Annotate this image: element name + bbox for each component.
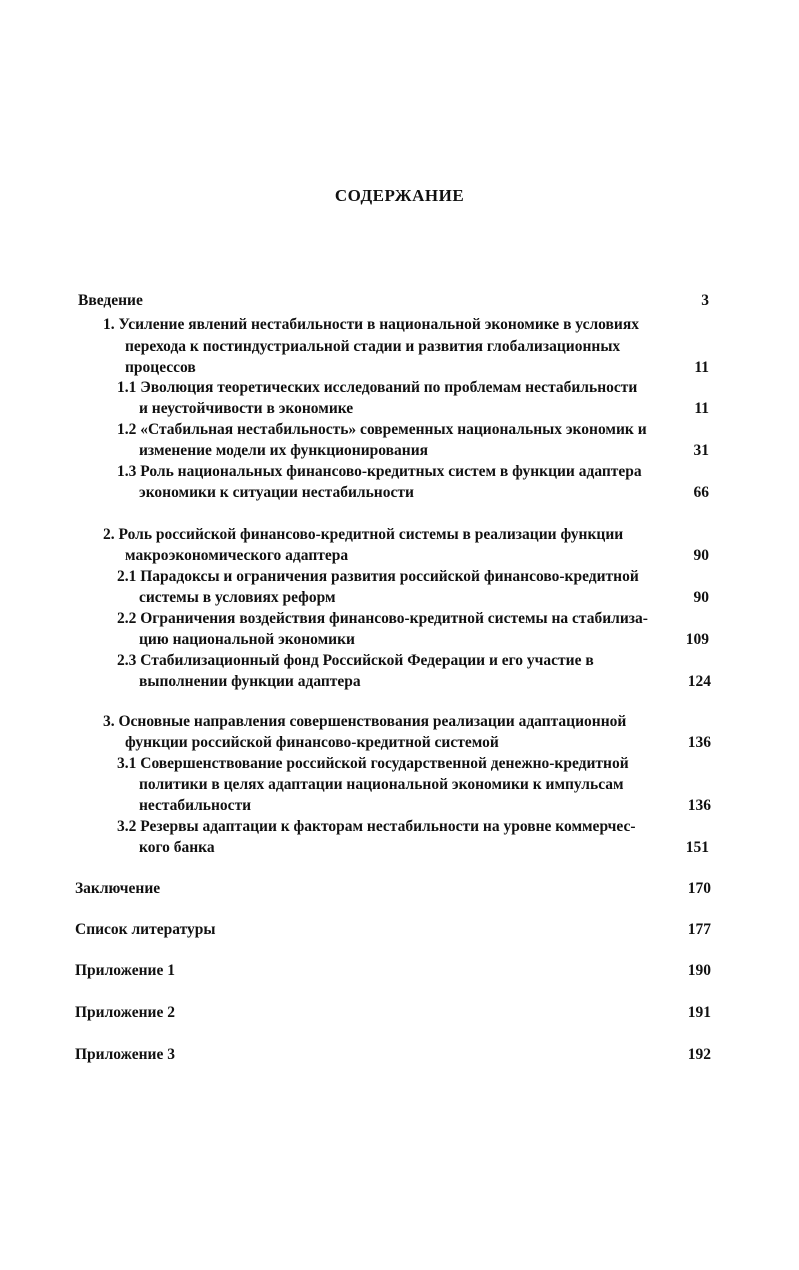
toc-page-number: 136 (687, 797, 711, 814)
toc-chapter-2-line-2[interactable] (125, 546, 709, 566)
toc-section-2-3-line-1[interactable]: 2.3 Стабилизационный фонд Российской Федерации и его участие в (117, 652, 594, 669)
toc-page-number: 170 (687, 880, 711, 897)
toc-chapter-2-line-1[interactable]: 2. Роль российской финансово-кредитной системы в реализации функции (103, 526, 624, 543)
toc-section-2-3-line-2[interactable] (139, 672, 711, 692)
toc-page-number: 66 (693, 484, 709, 501)
toc-entry-title: системы в условиях реформ (139, 589, 336, 606)
toc-page-number: 3 (701, 292, 709, 309)
toc-chapter-3-line-2[interactable] (125, 733, 711, 753)
toc-section-2-2-line-2[interactable] (139, 630, 709, 650)
toc-page-number: 151 (685, 839, 709, 856)
toc-chapter-1-line-1[interactable]: 1. Усиление явлений нестабильности в национальной экономике в условиях (103, 316, 639, 333)
toc-entry-title: процессов (125, 359, 196, 376)
toc-entry-appendix-2[interactable] (75, 1003, 711, 1023)
toc-entry-title: нестабильности (139, 797, 252, 814)
toc-section-1-2-line-2[interactable] (139, 441, 709, 461)
toc-chapter-1-line-3[interactable] (125, 358, 709, 378)
toc-section-3-1-line-3[interactable] (139, 796, 711, 816)
toc-entry-title: Заключение (75, 880, 161, 897)
toc-section-3-1-line-1[interactable]: 3.1 Совершенствование российской государственной денежно-кредитной (117, 755, 629, 772)
toc-entry-title: кого банка (139, 839, 215, 856)
toc-page-number: 124 (687, 673, 711, 690)
toc-section-1-1-line-1[interactable]: 1.1 Эволюция теоретических исследований по проблемам нестабильности (117, 379, 638, 396)
toc-entry-title: изменение модели их функционирования (139, 442, 429, 459)
page-title: СОДЕРЖАНИЕ (334, 186, 465, 205)
toc-page-number: 90 (693, 547, 709, 564)
toc-page-number: 136 (687, 734, 711, 751)
toc-section-2-1-line-2[interactable] (139, 588, 709, 608)
toc-section-1-3-line-1[interactable]: 1.3 Роль национальных финансово-кредитных систем в функции адаптера (117, 463, 642, 480)
toc-section-2-2-line-1[interactable]: 2.2 Ограничения воздействия финансово-кредитной системы на стабилиза- (117, 610, 648, 627)
toc-chapter-3-line-1[interactable]: 3. Основные направления совершенствования реализации адаптационной (103, 713, 627, 730)
toc-page-number: 31 (693, 442, 709, 459)
toc-page-number: 192 (687, 1046, 711, 1063)
toc-page-number: 109 (685, 631, 709, 648)
toc-entry-title: Приложение 1 (75, 962, 175, 979)
toc-page-number: 191 (687, 1004, 711, 1021)
toc-entry-appendix-1[interactable] (75, 961, 711, 981)
toc-entry-title: макроэкономического адаптера (125, 547, 349, 564)
toc-page-number: 11 (694, 400, 709, 417)
toc-section-3-2-line-1[interactable]: 3.2 Резервы адаптации к факторам нестабильности на уровне коммерчес- (117, 818, 636, 835)
toc-entry-title: Приложение 3 (75, 1046, 175, 1063)
toc-entry-title: Приложение 2 (75, 1004, 175, 1021)
toc-page-number: 190 (687, 962, 711, 979)
toc-entry-title: Список литературы (75, 921, 216, 938)
toc-entry-appendix-3[interactable] (75, 1045, 711, 1065)
toc-page-number: 177 (687, 921, 711, 938)
toc-section-3-2-line-2[interactable] (139, 838, 709, 858)
toc-entry-intro[interactable] (78, 291, 709, 311)
toc-section-1-1-line-2[interactable] (139, 399, 709, 419)
toc-chapter-1-line-2[interactable]: перехода к постиндустриальной стадии и развития глобализационных (125, 338, 621, 355)
toc-page-number: 11 (694, 359, 709, 376)
toc-entry-title: экономики к ситуации нестабильности (139, 484, 414, 501)
toc-section-2-1-line-1[interactable]: 2.1 Парадоксы и ограничения развития российской финансово-кредитной (117, 568, 639, 585)
toc-section-1-3-line-2[interactable] (139, 483, 709, 503)
toc-entry-conclusion[interactable] (75, 879, 711, 899)
toc-entry-bibliography[interactable] (75, 920, 711, 940)
toc-entry-title: выполнении функции адаптера (139, 673, 361, 690)
toc-entry-title: Введение (78, 292, 143, 309)
toc-section-1-2-line-1[interactable]: 1.2 «Стабильная нестабильность» современных национальных экономик и (117, 421, 647, 438)
toc-section-3-1-line-2[interactable]: политики в целях адаптации национальной экономики к импульсам (139, 776, 624, 793)
toc-entry-title: функции российской финансово-кредитной системой (125, 734, 499, 751)
toc-page-number: 90 (693, 589, 709, 606)
toc-entry-title: цию национальной экономики (139, 631, 355, 648)
toc-entry-title: и неустойчивости в экономике (139, 400, 354, 417)
